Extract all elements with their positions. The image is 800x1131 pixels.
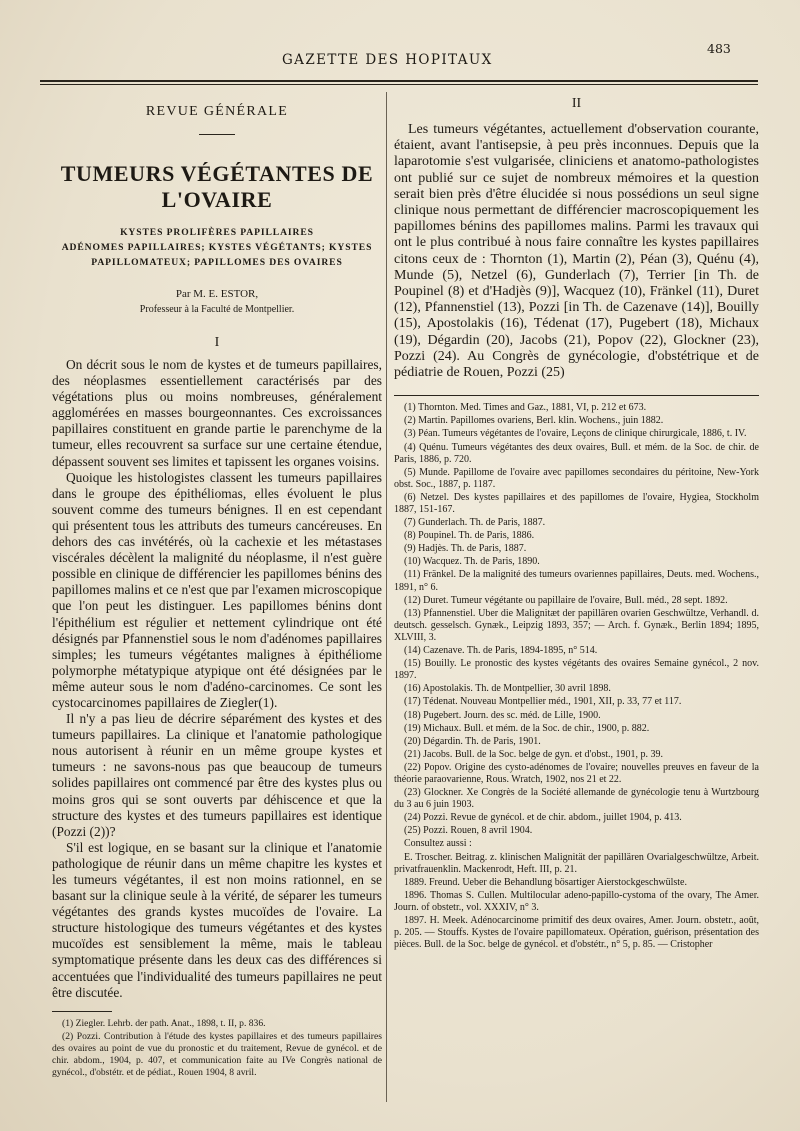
footnote: (5) Munde. Papillome de l'ovaire avec papillomes secondaires du péritoine, New-York obst. Soc., 1887, p. 1187. [394,466,759,490]
footnotes [394,402,759,951]
footnote: (14) Cazenave. Th. de Paris, 1894-1895, n° 514. [404,645,598,657]
body-text [394,122,759,381]
footnote: 1897. H. Meek. Adénocarcinome primitif des deux ovaires, Amer. Journ. obstetr., août, p. 205. — Stouffs. Kystes de l'ovaire papillomateux. Opération, guérison, présentation des pièces. Bull. de la Soc. belge de gynécol. et d'obstétr., n° 5, p. 85. — Cristopher [394,915,759,951]
paragraph: S'il est logique, en se basant sur la clinique et l'anatomie pathologique de réunir dans un même chapitre les kystes et les tumeurs végétantes, il est non moins rationnel, en se basant sur la clinique seule à la vérité, de séparer les tumeurs végétantes des grands kystes mucoïdes de l'ovaire. La structure histologique des tumeurs végétantes et des kystes mucoïdes est sensiblement la même, mais le tableau symptomatique présente dans les deux cas des différences si accentuées que l'individualité des tumeurs papillaires ne peut être discutée. [52,839,382,1000]
paragraph: Il n'y a pas lieu de décrire séparément des kystes et des tumeurs papillaires. La clinique et l'anatomie pathologique nous autorisent à réunir en un même groupe kystes et tumeurs : ne savons-nous pas que beaucoup de tumeurs solides papillaires ont commencé par être des kystes plus ou moins gros qui se sont ouverts par déhiscence et que la structure des kystes et des tumeurs papillaires est identique (Pozzi (2))? [52,711,382,839]
author-affiliation: Professeur à la Faculté de Montpellier. [139,304,295,315]
subtitle-line: PAPILLOMATEUX; PAPILLOMES DES OVAIRES [91,257,343,268]
footnote: (21) Jacobs. Bull. de la Soc. belge de gyn. et d'obst., 1901, p. 39. [404,748,663,760]
footnote: (4) Quénu. Tumeurs végétantes des deux ovaires, Bull. et mém. de la Soc. de chir. de Paris, 1886, p. 720. [394,441,759,465]
running-head: GAZETTE DES HOPITAUX [282,52,493,68]
footnote: (20) Dégardin. Th. de Paris, 1901. [404,735,541,747]
title-rule [199,134,235,135]
subtitle-line: ADÉNOMES PAPILLAIRES; KYSTES VÉGÉTANTS; KYSTES [61,242,373,253]
footnote: (1) Ziegler. Lehrb. der path. Anat., 1898, t. II, p. 836. [62,1017,266,1029]
footnote: (7) Gunderlach. Th. de Paris, 1887. [404,517,546,529]
footnote: (3) Péan. Tumeurs végétantes de l'ovaire, Leçons de clinique chirurgicale, 1886, t. IV. [404,428,747,440]
footnote: (8) Poupinel. Th. de Paris, 1886. [404,530,535,542]
footnote: (2) Pozzi. Contribution à l'étude des kystes papillaires et des tumeurs papillaires des ovaires au point de vue du pronostic et du traitement, Revue de gynécol. et de chir. abdom., 1904, p. 407, et communication faite au IVe Congrès national de gynécol., d'obstétr. et de pédiat., Rouen 1904, 8 avril. [52,1030,382,1078]
header-rule [40,80,758,82]
footnote: 1889. Freund. Ueber die Behandlung bösartiger Aierstockgeschwülste. [404,876,687,888]
part-number: II [571,96,582,111]
left-column [52,92,382,1112]
footnote: (15) Bouilly. Le pronostic des kystes végétants des ovaires Semaine gynécol., 2 nov. 1897. [394,658,759,682]
footnote: (2) Martin. Papillomes ovariens, Berl. klin. Wochens., juin 1882. [404,415,664,427]
subtitle-line: KYSTES PROLIFÈRES PAPILLAIRES [120,227,314,238]
footnote: (6) Netzel. Des kystes papillaires et des papillomes de l'ovaire, Hygiea, Stockholm 1887, 151-167. [394,491,759,515]
footnote: (1) Thornton. Med. Times and Gaz., 1881, VI, p. 212 et 673. [404,402,647,414]
body-text [52,357,382,1001]
article-subtitle [52,225,382,270]
footnote: (16) Apostolakis. Th. de Montpellier, 30 avril 1898. [404,683,611,695]
footnote: E. Troscher. Beitrag. z. klinischen Malignität der papillären Ovarialgeschwültze, Arbeit. privatfrauenklin. Mackenrodt, Heft. III, p. 21. [394,851,759,875]
paragraph: Quoique les histologistes classent les tumeurs papillaires dans le groupe des épithéliomas, elles évoluent le plus souvent comme des tumeurs bénignes. Il en est cependant qui présentent tous les attributs des tumeurs cancéreuses. En dehors des cas invétérés, où la cachexie et les métastases viscérales décèlent la malignité du néoplasme, il n'est guère possible en clinique de différencier les papillomes bénins des papillomes malins et ce n'est que par l'examen microscopique que l'on peut les distinguer. Les papillomes bénins dont l'épithélium est régulier et nettement cylindrique ont été désignés par Pfannenstiel sous le nom d'adénomes papillaires simples; les tumeurs végétantes malignes à épithéliome polymorphe métatypique atypique ont été désignées par le même auteur sous le nom d'adéno-carcinomes. Ce sont les cystocarcinomes papillaires de Ziegler(1). [52,469,382,710]
author-byline: Par M. E. ESTOR, [175,288,259,300]
footnote: (13) Pfannenstiel. Uber die Malignitæt der papillären ovarien Geschwültze, Verhandl. d. deutsch. gesselsch. Gynæk., Leipzig 1893, 357; — Arch. f. Gynæk., Berlin 1894; 1895, XLVIII, 3. [394,607,759,643]
paragraph: On décrit sous le nom de kystes et de tumeurs papillaires, des néoplasmes essentiellement caractérisés par des végétations plus ou moins nombreuses, généralement agglomérées en masses bourgeonnantes. Ces excroissances papillaires constituent en grande partie le parenchyme de la tumeur, elles recouvrent sa surface sur une certaine étendue, dépassent souvent ses limites et tapissent les organes voisins. [52,357,382,469]
footnotes [52,1018,382,1079]
article-title: TUMEURS VÉGÉTANTES DE L'OVAIRE [60,161,374,212]
page-number: 483 [707,41,731,56]
footnote-rule [52,1011,112,1012]
section-heading: REVUE GÉNÉRALE [145,104,289,119]
footnote: 1896. Thomas S. Cullen. Multilocular adeno-papillo-cystoma of the ovary, The Amer. Journ. of obstetr., vol. XXXIV, n° 3. [394,889,759,913]
footnote: (17) Tédenat. Nouveau Montpellier méd., 1901, XII, p. 33, 77 et 117. [404,696,682,708]
footnote: (25) Pozzi. Rouen, 8 avril 1904. [404,825,533,837]
column-divider [386,92,387,1102]
footnote: Consultez aussi : [404,838,472,850]
footnote-rule [394,395,759,396]
header-rule-thin [40,84,758,85]
part-number: I [214,335,220,350]
paragraph: Les tumeurs végétantes, actuellement d'observation courante, étaient, avant l'antisepsie, à peu près inconnues. Depuis que la laparotomie s'est vulgarisée, cliniciens et anatomo-pathologistes ont publié sur ce sujet de nombreux mémoires et la question serait bien près d'être élucidée si nous possédions un seul signe clinique nous permettant de différencier macroscopiquement les papillomes bénins des papillomes malins. Parmi les travaux qui ont le plus contribué à nous faire connaître les kystes papillaires citons ceux de : Thornton (1), Martin (2), Péan (3), Quénu (4), Munde (5), Netzel (6), Gunderlach (7), Terrier [in Th. de Poupinel (8) et d'Hadjès (9)], Wacquez (10), Fränkel (11), Duret (12), Pfannenstiel (13), Pozzi [in Th. de Cazenave (14)], Bouilly (15), Apostolakis (16), Tédenat (17), Pugebert (18), Michaux (19), Dégardin (20), Jacobs (21), Popov (22), Glockner (23), Pozzi (24). Au Congrès de gynécologie, d'obstétrique et de pédiatrie de Rouen, Pozzi (25) [394,122,759,381]
footnote: (9) Hadjès. Th. de Paris, 1887. [404,543,527,555]
footnote: (10) Wacquez. Th. de Paris, 1890. [404,556,540,568]
footnote: (12) Duret. Tumeur végétante ou papillaire de l'ovaire, Bull. méd., 28 sept. 1892. [404,594,728,606]
footnote: (19) Michaux. Bull. et mém. de la Soc. de chir., 1900, p. 882. [404,722,650,734]
footnote: (11) Fränkel. De la malignité des tumeurs ovariennes papillaires, Deuts. med. Wochens., 1891, n° 6. [394,569,759,593]
footnote: (24) Pozzi. Revue de gynécol. et de chir. abdom., juillet 1904, p. 413. [404,812,682,824]
footnote: (18) Pugebert. Journ. des sc. méd. de Lille, 1900. [404,709,601,721]
right-column [394,92,759,1112]
footnote: (23) Glockner. Xe Congrès de la Société allemande de gynécologie tenu à Wurtzbourg du 3 au 6 juin 1903. [394,787,759,811]
footnote: (22) Popov. Origine des cysto-adénomes de l'ovaire; nouvelles preuves en faveur de la théorie paraovarienne, Rous. Wratch, 1902, nos 21 et 22. [394,761,759,785]
